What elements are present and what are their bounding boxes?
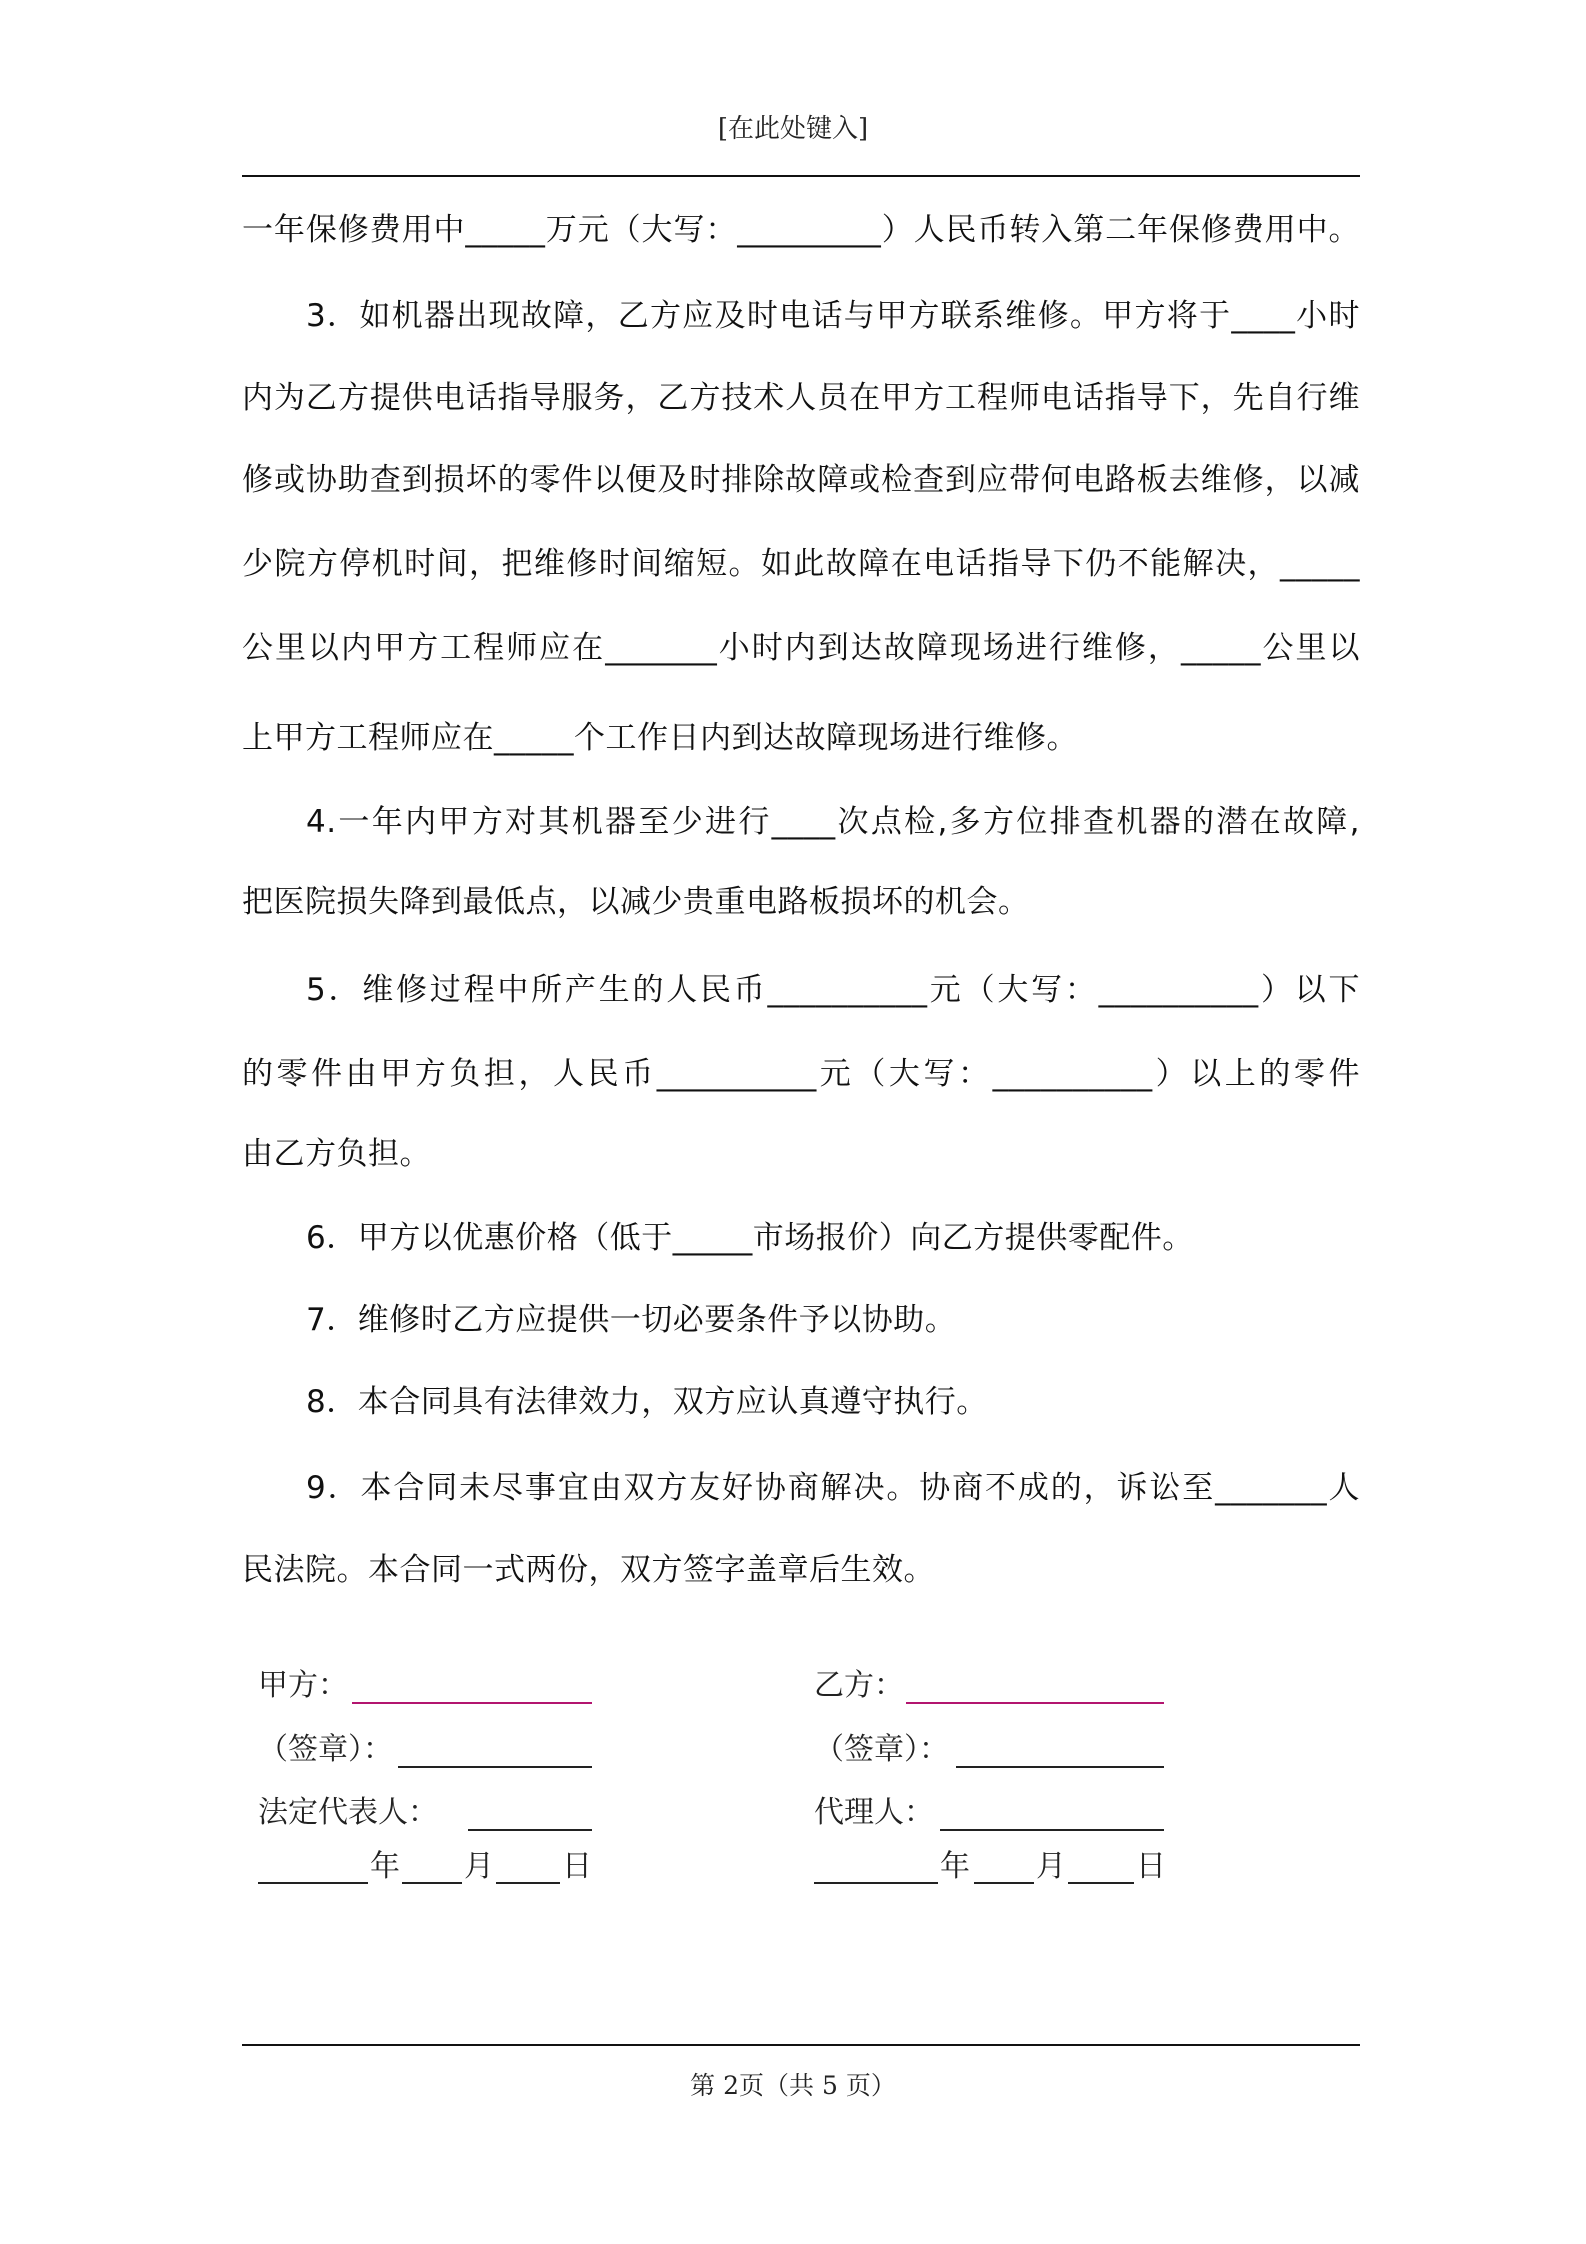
clause-9-line: 9．本合同未尽事宜由双方友好协商解决。协商不成的，诉讼至_______人 — [306, 1470, 1360, 1506]
clause-6-line: 6．甲方以优惠价格（低于_____市场报价）向乙方提供零配件。 — [306, 1220, 1194, 1256]
body-line: 民法院。本合同一式两份，双方签字盖章后生效。 — [242, 1552, 935, 1588]
clause-7-line: 7．维修时乙方应提供一切必要条件予以协助。 — [306, 1302, 957, 1338]
party-a-month-label: 月 — [464, 1849, 494, 1884]
body-line: 由乙方负担。 — [242, 1136, 431, 1172]
party-b-month-line[interactable] — [974, 1882, 1034, 1884]
party-b-agent-label: 代理人： — [814, 1795, 934, 1830]
party-b-year-line[interactable] — [814, 1882, 938, 1884]
clause-8-line: 8．本合同具有法律效力，双方应认真遵守执行。 — [306, 1384, 988, 1420]
party-a-day-label: 日 — [562, 1849, 592, 1884]
party-a-day-line[interactable] — [496, 1882, 560, 1884]
clause-3-line: 3．如机器出现故障，乙方应及时电话与甲方联系维修。甲方将于____小时 — [306, 298, 1360, 334]
party-b-seal-line[interactable] — [956, 1766, 1164, 1768]
body-line: 修或协助查到损坏的零件以便及时排除故障或检查到应带何电路板去维修，以减 — [242, 462, 1360, 498]
body-line: 一年保修费用中_____万元（大写：_________）人民币转入第二年保修费用中。 — [242, 212, 1360, 248]
body-line: 上甲方工程师应在_____个工作日内到达故障现场进行维修。 — [242, 720, 1078, 756]
party-b-day-label: 日 — [1136, 1849, 1166, 1884]
body-line: 公里以内甲方工程师应在_______小时内到达故障现场进行维修，_____公里以 — [242, 630, 1360, 666]
clause-5-line: 5．维修过程中所产生的人民币__________元（大写：__________）以下 — [306, 972, 1360, 1008]
party-a-year-line[interactable] — [258, 1882, 368, 1884]
footer-rule — [242, 2044, 1360, 2046]
party-a-representative-label: 法定代表人： — [258, 1795, 438, 1830]
party-b-agent-line[interactable] — [940, 1829, 1164, 1831]
party-a-year-label: 年 — [370, 1849, 400, 1884]
party-a-seal-label: （签章）： — [258, 1732, 393, 1767]
party-a-label: 甲方： — [258, 1668, 348, 1703]
party-a-seal-line[interactable] — [398, 1766, 592, 1768]
party-b-year-label: 年 — [940, 1849, 970, 1884]
party-a-representative-line[interactable] — [468, 1829, 592, 1831]
party-a-signature-line[interactable] — [352, 1702, 592, 1704]
party-a-month-line[interactable] — [402, 1882, 462, 1884]
body-line: 把医院损失降到最低点，以减少贵重电路板损坏的机会。 — [242, 884, 1030, 920]
party-b-label: 乙方： — [814, 1668, 904, 1703]
header-rule — [242, 175, 1360, 177]
page-header: [在此处键入] — [717, 114, 869, 144]
body-line: 的零件由甲方负担，人民币__________元（大写：__________）以上的零件 — [242, 1056, 1360, 1092]
party-b-seal-label: （签章）： — [814, 1732, 949, 1767]
body-line: 内为乙方提供电话指导服务，乙方技术人员在甲方工程师电话指导下，先自行维 — [242, 380, 1360, 416]
clause-4-line: 4.一年内甲方对其机器至少进行____次点检,多方位排查机器的潜在故障, — [306, 804, 1360, 840]
body-line: 少院方停机时间，把维修时间缩短。如此故障在电话指导下仍不能解决，_____ — [242, 546, 1360, 582]
page-number: 第 2页（共 5 页） — [690, 2071, 896, 2100]
party-b-month-label: 月 — [1036, 1849, 1066, 1884]
party-b-day-line[interactable] — [1068, 1882, 1134, 1884]
party-b-signature-line[interactable] — [906, 1702, 1164, 1704]
